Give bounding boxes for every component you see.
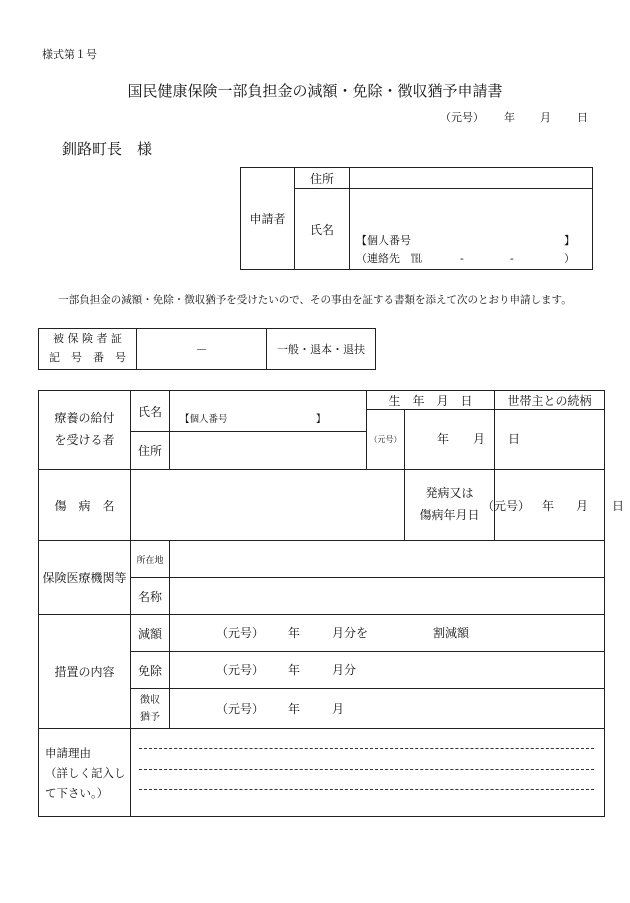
insured-category[interactable]: 一般・退本・退扶 — [267, 329, 376, 370]
applicant-name-field[interactable] — [350, 189, 593, 270]
reduction-year: 年 — [288, 626, 301, 640]
insured-card-label — [39, 329, 137, 370]
insured-card-label-line-2: 記 号 番 号 — [49, 351, 126, 364]
intro-text: 一部負担金の減額・免除・徴収猶予を受けたいので、その事由を証する書類を添えて次のとおり申請します。 — [58, 294, 572, 306]
onset-label-line-1: 発病又は — [425, 486, 474, 501]
birth-date-header: 生 年 月 日 — [367, 391, 495, 410]
reason-label — [39, 729, 131, 817]
exemption-label: 免除 — [131, 652, 170, 689]
deferral-label — [131, 689, 170, 729]
reduction-label: 減額 — [131, 615, 170, 652]
institution-label: 保険医療機関等 — [39, 541, 131, 615]
birth-year: 年 — [437, 432, 450, 446]
reason-label-line-2: （詳しく記入し — [45, 766, 126, 781]
addressee: 釧路町長 様 — [62, 140, 153, 158]
insured-card-label-line-1: 被 保 険 者 証 — [53, 332, 122, 346]
birth-era: （元号） — [367, 410, 405, 470]
form-number: 様式第１号 — [42, 48, 97, 61]
reduction-rate: 割減額 — [433, 626, 470, 640]
deferral-label-line-2: 猶予 — [140, 711, 160, 723]
deferral-label-line-1: 徴収 — [140, 694, 160, 706]
patient-name-field[interactable] — [170, 391, 367, 432]
applicant-contact-dash-1: - — [460, 252, 464, 265]
exemption-era: （元号） — [216, 663, 265, 677]
relation-field[interactable] — [495, 410, 605, 470]
date-era: （元号） — [440, 111, 484, 124]
birth-day: 日 — [508, 432, 521, 446]
applicant-address-label: 住所 — [295, 168, 350, 189]
insured-card-number-field[interactable]: － — [137, 329, 267, 370]
onset-month: 月 — [576, 499, 589, 513]
patient-label — [39, 391, 131, 470]
patient-name-label: 氏名 — [131, 391, 170, 432]
deferral-era: （元号） — [216, 702, 265, 716]
reduction-field[interactable] — [170, 615, 605, 652]
reduction-month: 月分を — [332, 626, 369, 640]
page-title: 国民健康保険一部負担金の減額・免除・徴収猶予申請書 — [127, 82, 503, 100]
relation-header: 世帯主との続柄 — [495, 391, 605, 410]
applicant-my-number-label: 【個人番号 — [356, 234, 411, 247]
reason-label-line-3: て下さい。） — [45, 786, 109, 801]
onset-era: （元号） — [482, 499, 531, 513]
patient-address-label: 住所 — [131, 432, 170, 470]
deferral-year: 年 — [288, 702, 301, 716]
measures-label: 措置の内容 — [39, 615, 131, 729]
institution-location-label: 所在地 — [131, 541, 170, 578]
reason-label-line-1: 申請理由 — [45, 746, 91, 760]
reason-line-1 — [139, 748, 594, 749]
onset-day: 日 — [612, 499, 625, 513]
disease-field[interactable] — [131, 470, 405, 541]
patient-label-line-1: 療養の給付 — [54, 411, 115, 426]
onset-label-line-2: 傷病年月日 — [419, 508, 480, 522]
applicant-contact-dash-2: - — [510, 252, 514, 265]
exemption-year: 年 — [288, 663, 301, 677]
reason-field[interactable] — [131, 729, 605, 817]
date-line — [440, 111, 588, 124]
date-day: 日 — [577, 111, 588, 124]
reason-line-3 — [139, 789, 594, 790]
patient-my-number-close: 】 — [316, 414, 326, 425]
patient-my-number-label: 【個人番号 — [180, 414, 228, 425]
reason-line-2 — [139, 769, 594, 770]
onset-year: 年 — [542, 499, 555, 513]
deferral-field[interactable] — [170, 689, 605, 729]
applicant-name-label: 氏名 — [295, 189, 350, 270]
date-year: 年 — [504, 111, 515, 124]
applicant-contact-label: （連絡先 ℡ — [356, 252, 422, 265]
institution-name-field[interactable] — [170, 578, 605, 615]
patient-address-field[interactable] — [170, 432, 367, 470]
date-month: 月 — [540, 111, 551, 124]
applicant-table — [240, 167, 593, 270]
insured-card-table — [38, 328, 376, 370]
main-table — [38, 390, 625, 817]
disease-label: 傷 病 名 — [39, 470, 131, 541]
exemption-field[interactable] — [170, 652, 605, 689]
applicant-address-field[interactable] — [350, 168, 593, 189]
patient-label-line-2: を受ける者 — [54, 433, 115, 447]
birth-month: 月 — [473, 432, 486, 446]
exemption-month: 月分 — [332, 663, 357, 677]
reduction-era: （元号） — [216, 626, 265, 640]
birth-date-field[interactable] — [405, 410, 521, 470]
institution-name-label: 名称 — [131, 578, 170, 615]
institution-location-field[interactable] — [170, 541, 605, 578]
applicant-my-number-close: 】 — [564, 234, 575, 247]
onset-date-field[interactable] — [482, 470, 625, 541]
onset-label — [405, 470, 495, 541]
applicant-contact-close: ） — [564, 252, 575, 265]
deferral-month: 月 — [332, 702, 345, 716]
applicant-label: 申請者 — [241, 168, 295, 270]
